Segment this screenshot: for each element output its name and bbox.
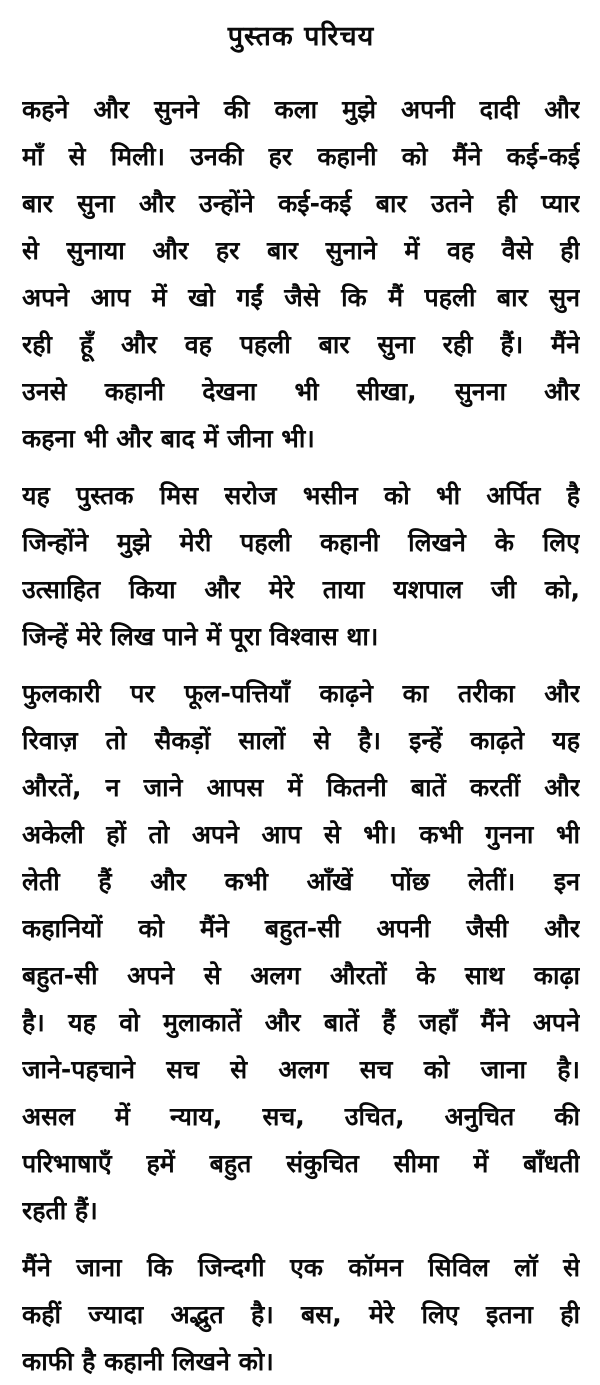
- text-line: औरतें, न जाने आपस में कितनी बातें करतीं और: [22, 773, 580, 802]
- text-line: कहीं ज्यादा अद्भुत है। बस, मेरे लिए इतना ही: [22, 1300, 580, 1329]
- text-line: माँ से मिली। उनकी हर कहानी को मैंने कई-कई: [22, 142, 580, 171]
- text-line: है। यह वो मुलाकातें और बातें हैं जहाँ मैंने अपने: [22, 1008, 580, 1037]
- text-line: अपने आप में खो गईं जैसे कि मैं पहली बार सुन: [22, 283, 580, 312]
- text-line: रिवाज़ तो सैकड़ों सालों से है। इन्हें काढ़ते यह: [22, 726, 580, 755]
- text-line: कहना भी और बाद में जीना भी।: [22, 424, 315, 453]
- text-line: बार सुना और उन्होंने कई-कई बार उतने ही प्यार: [22, 189, 580, 218]
- text-line: जिन्हें मेरे लिख पाने में पूरा विश्वास था।: [22, 622, 379, 651]
- text-line: असल में न्याय, सच, उचित, अनुचित की: [22, 1102, 580, 1131]
- text-line: बहुत-सी अपने से अलग औरतों के साथ काढ़ा: [22, 961, 580, 990]
- text-line: यह पुस्तक मिस सरोज भसीन को भी अर्पित है: [22, 481, 580, 510]
- text-line: फुलकारी पर फूल-पत्तियाँ काढ़ने का तरीका और: [22, 679, 580, 708]
- text-line: कहने और सुनने की कला मुझे अपनी दादी और: [22, 95, 580, 124]
- text-line: उत्साहित किया और मेरे ताया यशपाल जी को,: [22, 575, 580, 604]
- text-line: से सुनाया और हर बार सुनाने में वह वैसे ही: [22, 236, 580, 265]
- paragraph-3: [22, 670, 580, 1234]
- text-line: काफी है कहानी लिखने को।: [22, 1347, 274, 1376]
- text-line: मैंने जाना कि जिन्दगी एक कॉमन सिविल लॉ से: [22, 1253, 580, 1282]
- text-line: जिन्होंने मुझे मेरी पहली कहानी लिखने के लिए: [22, 528, 580, 557]
- page-title: पुस्तक परिचय: [227, 21, 375, 52]
- text-line: कहानियों को मैंने बहुत-सी अपनी जैसी और: [22, 914, 580, 943]
- paragraph-2: [22, 472, 580, 660]
- text-line: अकेली हों तो अपने आप से भी। कभी गुनना भी: [22, 820, 580, 849]
- paragraph-4: [22, 1244, 580, 1385]
- text-line: जाने-पहचाने सच से अलग सच को जाना है।: [22, 1055, 580, 1084]
- text-line: रहती हैं।: [22, 1196, 98, 1225]
- text-line: उनसे कहानी देखना भी सीखा, सुनना और: [22, 377, 580, 406]
- paragraph-1: [22, 86, 580, 462]
- text-line: लेती हैं और कभी आँखें पोंछ लेतीं। इन: [22, 867, 580, 896]
- text-line: रही हूँ और वह पहली बार सुना रही हैं। मैंने: [22, 330, 580, 359]
- text-line: परिभाषाएँ हमें बहुत संकुचित सीमा में बाँधती: [22, 1149, 580, 1178]
